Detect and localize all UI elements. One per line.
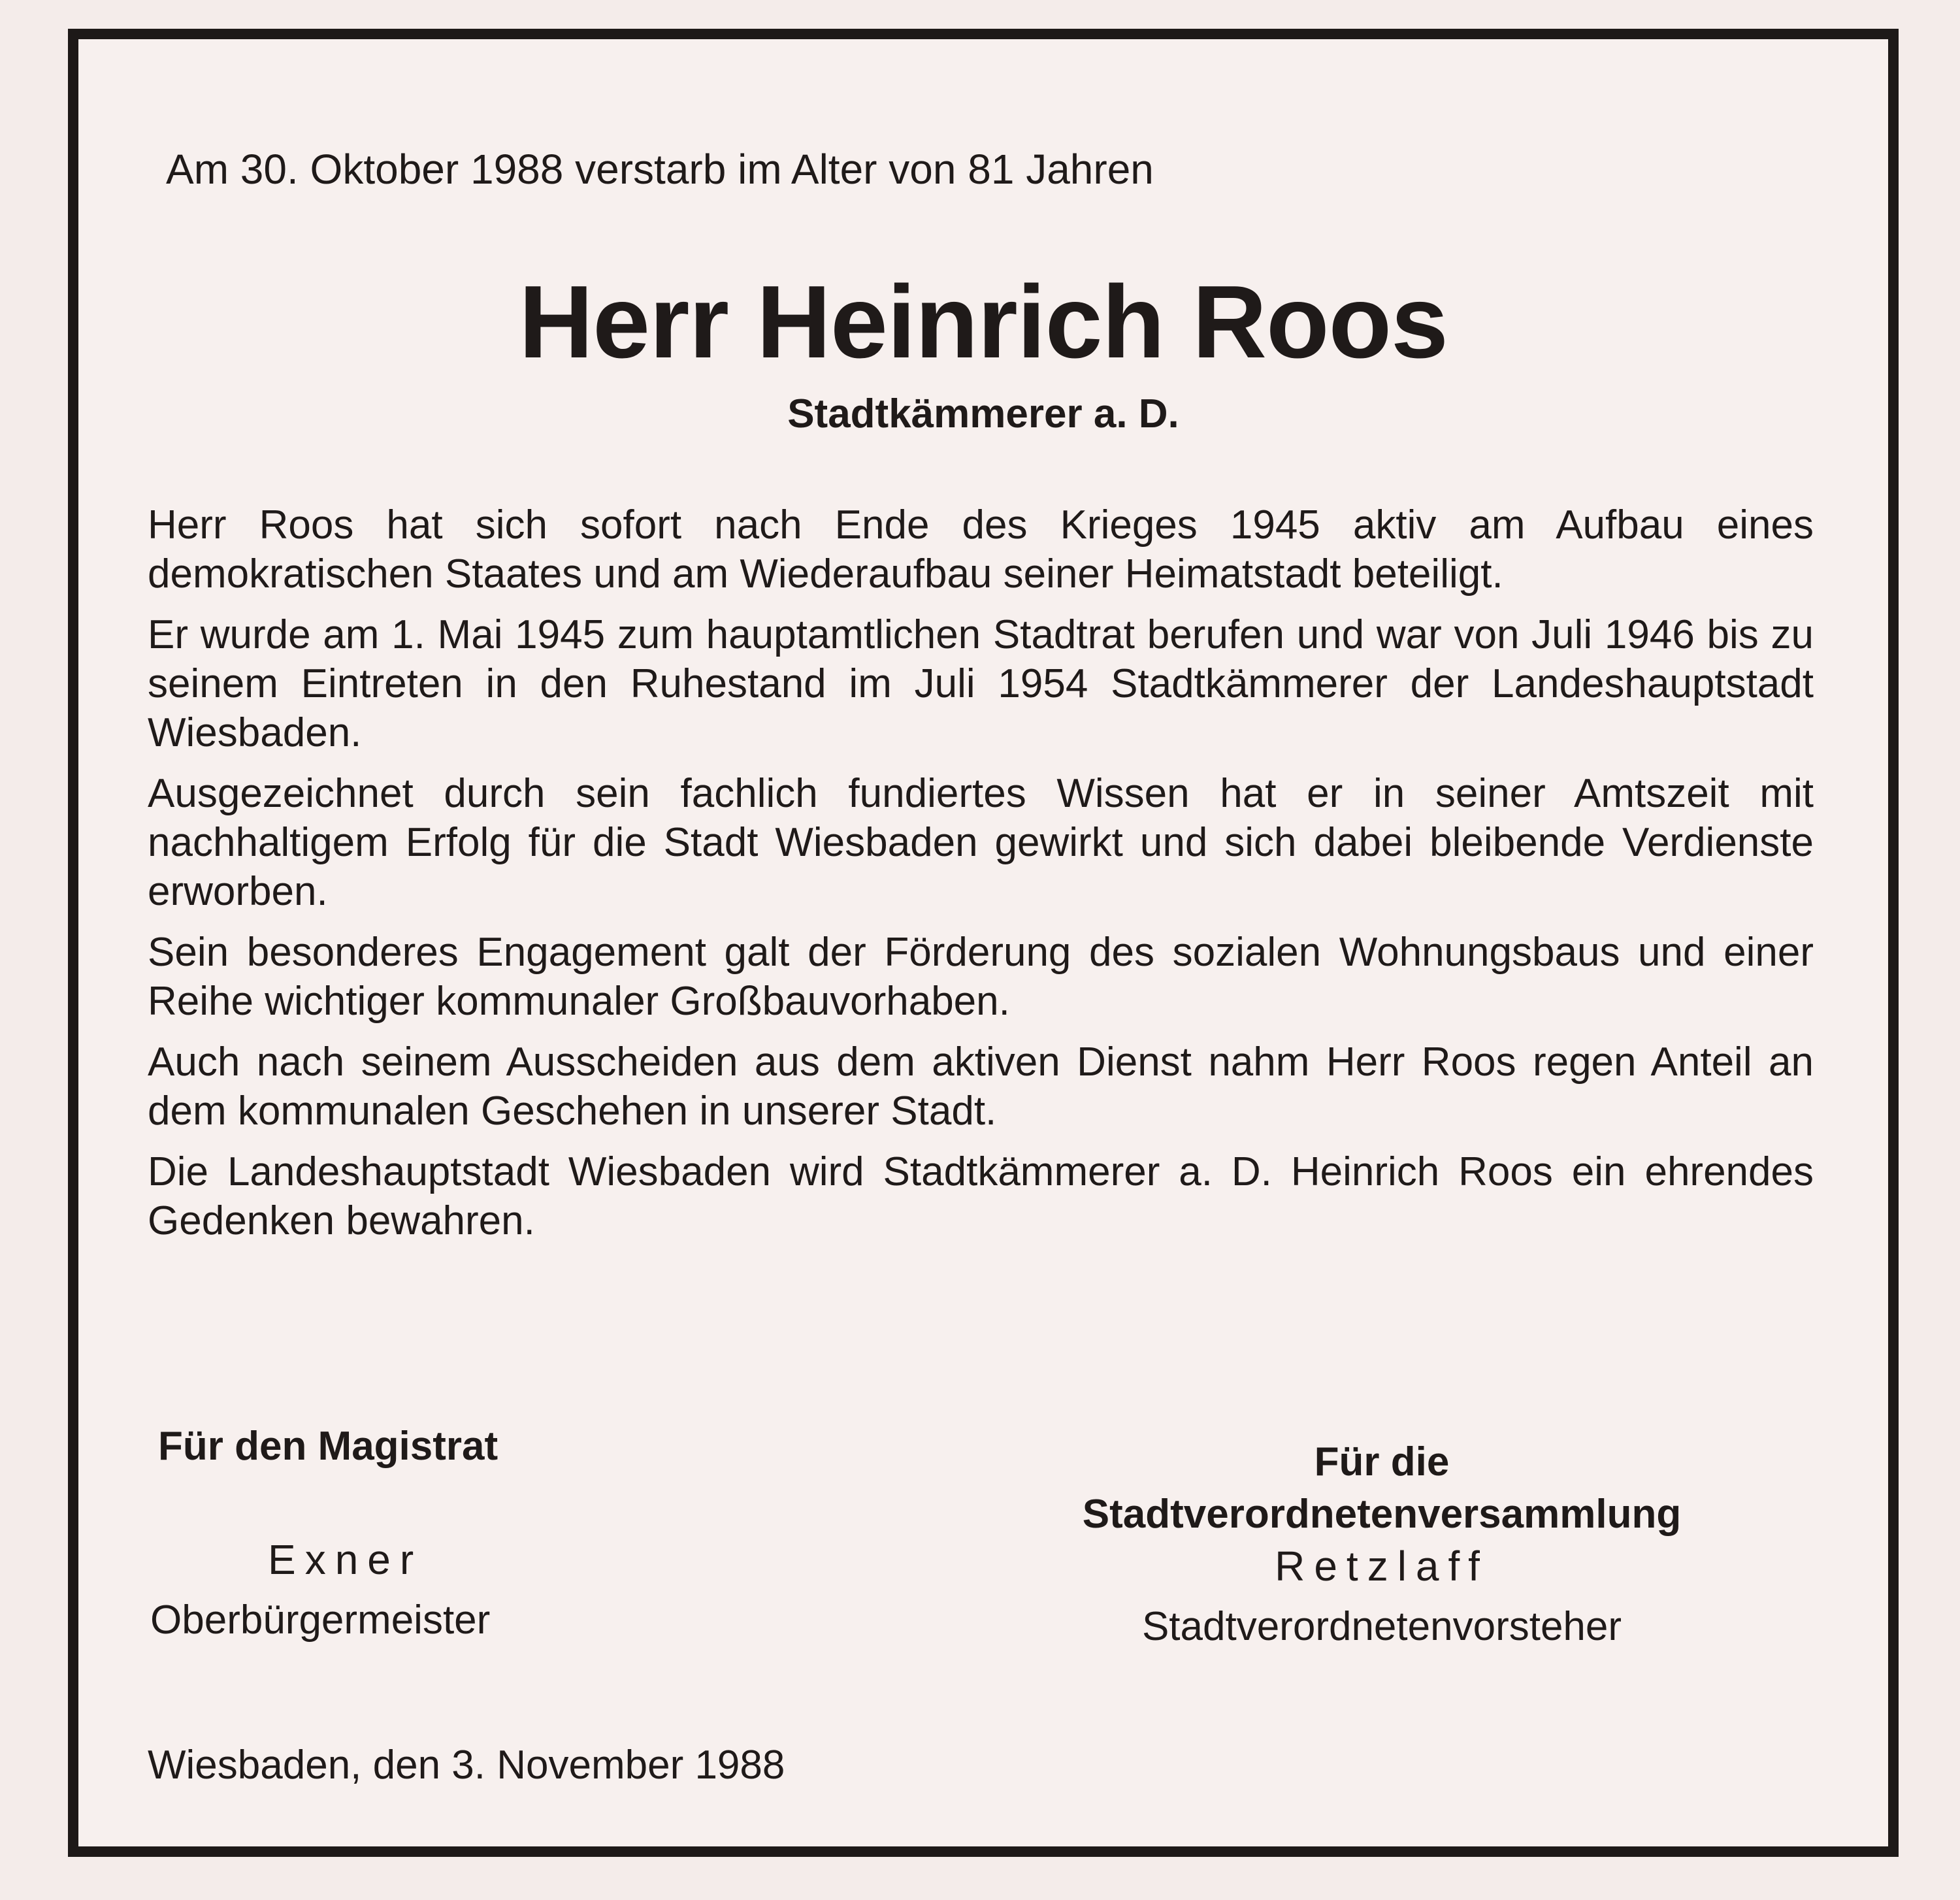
- notice-body: [148, 500, 1814, 1257]
- signature-left-name: Exner: [268, 1536, 423, 1583]
- paragraph: Ausgezeichnet durch sein fachlich fundiertes Wissen hat er in seiner Amtszeit mit nachhaltigem Erfolg für die Stadt Wiesbaden gewirkt und sich dabei bleibende Verdienste erworben.: [148, 771, 1814, 914]
- signature-right-role: Stadtverordnetenvorsteher: [1141, 1604, 1622, 1649]
- obituary-notice-frame: [68, 29, 1899, 1857]
- deceased-title: Stadtkämmerer a. D.: [787, 391, 1179, 436]
- paragraph: Herr Roos hat sich sofort nach Ende des Krieges 1945 aktiv am Aufbau eines demokratischen Staates und am Wiederaufbau seiner Heimatstadt beteiligt.: [148, 502, 1814, 597]
- intro-line: Am 30. Oktober 1988 verstarb im Alter von 81 Jahren: [166, 146, 1154, 193]
- paragraph: Auch nach seinem Ausscheiden aus dem aktiven Dienst nahm Herr Roos regen Anteil an dem kommunalen Geschehen in unserer Stadt.: [148, 1040, 1814, 1134]
- signature-right-heading-line2: Stadtverordnetenversammlung: [1082, 1492, 1682, 1537]
- signature-left-role: Oberbürgermeister: [150, 1597, 491, 1643]
- signature-right-heading-line1: Für die: [1314, 1439, 1450, 1484]
- place-and-date: Wiesbaden, den 3. November 1988: [148, 1743, 785, 1788]
- signature-right-heading: [1006, 1436, 1757, 1541]
- signature-right-name: Retzlaff: [1275, 1543, 1489, 1590]
- paragraph: Die Landeshauptstadt Wiesbaden wird Stadtkämmerer a. D. Heinrich Roos ein ehrendes Gedenken bewahren.: [148, 1149, 1814, 1243]
- deceased-name: Herr Heinrich Roos: [519, 265, 1448, 380]
- paragraph: Er wurde am 1. Mai 1945 zum hauptamtlichen Stadtrat berufen und war von Juli 1946 bis zu seinem Eintreten in den Ruhestand im Juli 1954 Stadtkämmerer der Landeshauptstadt Wiesbaden.: [148, 612, 1814, 755]
- signature-left-heading: Für den Magistrat: [158, 1424, 498, 1469]
- paragraph: Sein besonderes Engagement galt der Förderung des sozialen Wohnungsbaus und einer Reihe wichtiger kommunaler Großbauvorhaben.: [148, 930, 1814, 1024]
